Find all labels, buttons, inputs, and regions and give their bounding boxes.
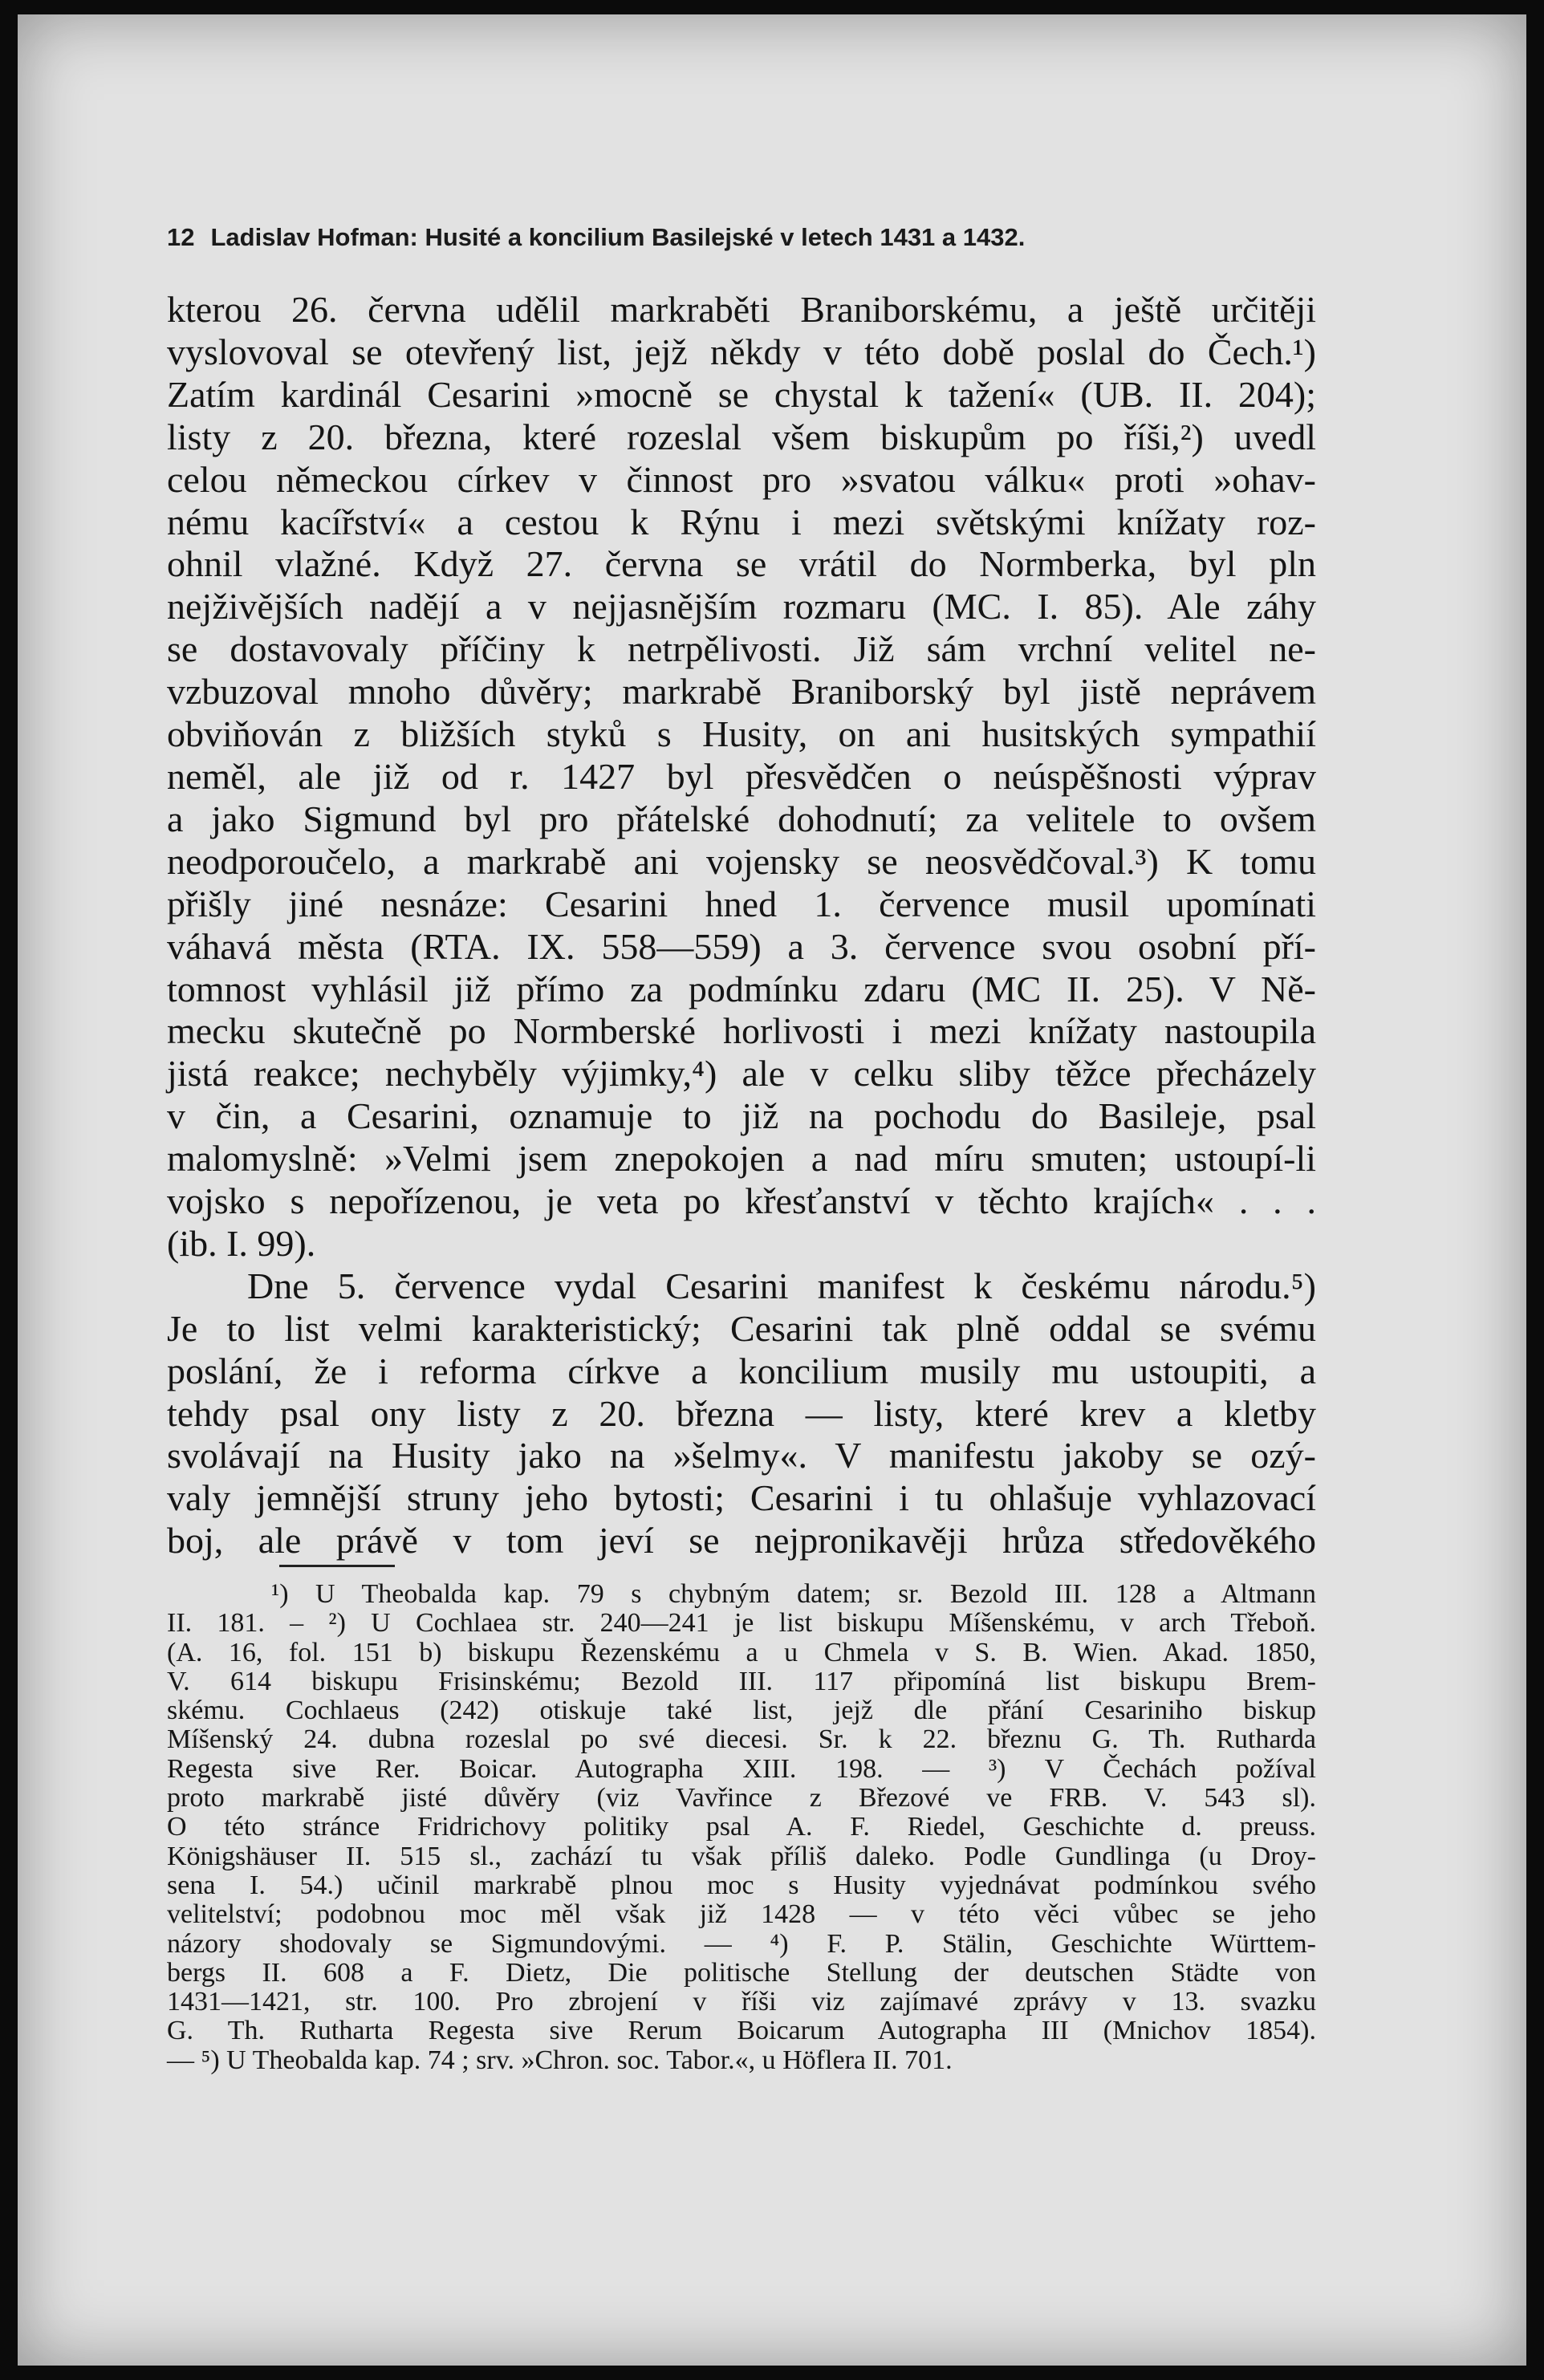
footnotes bbox=[167, 1580, 1316, 2075]
text-line: obviňován z bližších styků s Husity, on ani husitských sympathií bbox=[167, 713, 1316, 755]
text-line: celou německou církev v činnost pro »svatou válku« proti »ohav- bbox=[167, 458, 1316, 500]
footnote-separator bbox=[279, 1565, 395, 1567]
text-line: vzbuzoval mnoho důvěry; markrabě Braniborský byl jistě neprávem bbox=[167, 671, 1316, 713]
text-line: svolávají na Husity jako na »šelmy«. V manifestu jakoby se ozý- bbox=[167, 1435, 1316, 1476]
footnote-line: G. Th. Rutharta Regesta sive Rerum Boicarum Autographa III (Mnichov 1854). bbox=[167, 2016, 1316, 2046]
footnote-line: velitelství; podobnou moc měl však již 1428 — v této věci vůbec se jeho bbox=[167, 1899, 1316, 1930]
text-line: a jako Sigmund byl pro přátelské dohodnutí; za velitele to ovšem bbox=[167, 798, 1316, 839]
text-line: se dostavovaly příčiny k netrpělivosti. Již sám vrchní velitel ne- bbox=[167, 628, 1316, 670]
footnote-line: Königshäuser II. 515 sl., zachází tu však příliš daleko. Podle Gundlinga (u Droy- bbox=[167, 1841, 1316, 1871]
footnote-line: O této stránce Fridrichovy politiky psal A. F. Riedel, Geschichte d. preuss. bbox=[167, 1812, 1316, 1842]
text-line: tehdy psal ony listy z 20. března — listy, které krev a kletby bbox=[167, 1392, 1316, 1434]
text-line: (ib. I. 99). bbox=[167, 1222, 316, 1264]
text-line: váhavá města (RTA. IX. 558—559) a 3. července svou osobní pří- bbox=[167, 925, 1316, 967]
footnote-line: proto markrabě jisté důvěry (viz Vavřince z Březové ve FRB. V. 543 sl). bbox=[167, 1783, 1316, 1813]
text-line: vojsko s nepořízenou, je veta po křesťanství v těchto krajích« . . . bbox=[167, 1180, 1316, 1222]
text-line: jistá reakce; nechyběly výjimky,⁴) ale v celku sliby těžce přecházely bbox=[167, 1053, 1316, 1095]
text-line: listy z 20. března, které rozeslal všem biskupům po říši,²) uvedl bbox=[167, 416, 1316, 457]
footnote-line: — ⁵) U Theobalda kap. 74 ; srv. »Chron. soc. Tabor.«, u Höflera II. 701. bbox=[167, 2045, 953, 2075]
main-text bbox=[167, 289, 1316, 1562]
text-line: nému kacířství« a cestou k Rýnu i mezi světskými knížaty roz- bbox=[167, 501, 1316, 542]
text-line: poslání, že i reforma církve a koncilium musily mu ustoupiti, a bbox=[167, 1350, 1316, 1391]
text-line: kterou 26. června udělil markraběti Braniborskému, a ještě určitěji bbox=[167, 289, 1316, 330]
footnote-line: Míšenský 24. dubna rozeslal po své diecesi. Sr. k 22. březnu G. Th. Rutharda bbox=[167, 1724, 1316, 1755]
footnote-line: skému. Cochlaeus (242) otiskuje také list, jejž dle přání Cesariniho biskup bbox=[167, 1696, 1316, 1726]
text-line: mecku skutečně po Normberské horlivosti i mezi knížaty nastoupila bbox=[167, 1010, 1316, 1052]
footnote-line: 1431—1421, str. 100. Pro zbrojení v říši viz zajímavé zprávy v 13. svazku bbox=[167, 1987, 1316, 2017]
footnote-line: Regesta sive Rer. Boicar. Autographa XIII. 198. — ³) V Čechách požíval bbox=[167, 1753, 1316, 1784]
running-header bbox=[167, 223, 1339, 252]
text-line: neměl, ale již od r. 1427 byl přesvědčen o neúspěšnosti výprav bbox=[167, 755, 1316, 797]
footnote-line: bergs II. 608 a F. Dietz, Die politische Stellung der deutschen Städte von bbox=[167, 1957, 1316, 1988]
footnote-line: názory shodovaly se Sigmundovými. — ⁴) F. P. Stälin, Geschichte Württem- bbox=[167, 1928, 1316, 1959]
text-line: vyslovoval se otevřený list, jejž někdy v této době poslal do Čech.¹) bbox=[167, 331, 1316, 372]
running-title: Ladislav Hofman: Husité a koncilium Basilejské v letech 1431 a 1432. bbox=[210, 223, 1026, 251]
footnote-line: II. 181. – ²) U Cochlaea str. 240—241 je list biskupu Míšenskému, v arch Třeboň. bbox=[167, 1608, 1316, 1639]
text-line: malomyslně: »Velmi jsem znepokojen a nad míru smuten; ustoupí-li bbox=[167, 1138, 1316, 1180]
text-line: Zatím kardinál Cesarini »mocně se chystal k tažení« (UB. II. 204); bbox=[167, 373, 1316, 415]
text-line: valy jemnější struny jeho bytosti; Cesarini i tu ohlašuje vyhlazovací bbox=[167, 1477, 1316, 1519]
text-line: tomnost vyhlásil již přímo za podmínku zdaru (MC II. 25). V Ně- bbox=[167, 968, 1316, 1009]
paragraph-start-line: Dne 5. července vydal Cesarini manifest k českému národu.⁵) bbox=[247, 1265, 1316, 1306]
text-line: Je to list velmi karakteristický; Cesarini tak plně oddal se svému bbox=[167, 1307, 1316, 1349]
footnote-line: (A. 16, fol. 151 b) biskupu Řezenskému a u Chmela v S. B. Wien. Akad. 1850, bbox=[167, 1637, 1316, 1667]
page-number: 12 bbox=[167, 223, 195, 251]
footnote-line: V. 614 biskupu Frisinskému; Bezold III. 117 připomíná list biskupu Brem- bbox=[167, 1666, 1316, 1696]
text-line: neodporoučelo, a markrabě ani vojensky se neosvědčoval.³) K tomu bbox=[167, 840, 1316, 882]
footnote-line: ¹) U Theobalda kap. 79 s chybným datem; sr. Bezold III. 128 a Altmann bbox=[271, 1579, 1316, 1609]
text-line: boj, ale právě v tom jeví se nejpronikavěji hrůza středověkého bbox=[167, 1520, 1316, 1562]
footnote-line: sena I. 54.) učinil markrabě plnou moc s Husity vyjednávat podmínkou svého bbox=[167, 1870, 1316, 1900]
text-line: ohnil vlažné. Když 27. června se vrátil do Normberka, byl pln bbox=[167, 543, 1316, 585]
text-line: nejživějších nadějí a v nejjasnějším rozmaru (MC. I. 85). Ale záhy bbox=[167, 586, 1316, 627]
text-line: v čin, a Cesarini, oznamuje to již na pochodu do Basileje, psal bbox=[167, 1095, 1316, 1137]
text-line: přišly jiné nesnáze: Cesarini hned 1. července musil upomínati bbox=[167, 883, 1316, 924]
